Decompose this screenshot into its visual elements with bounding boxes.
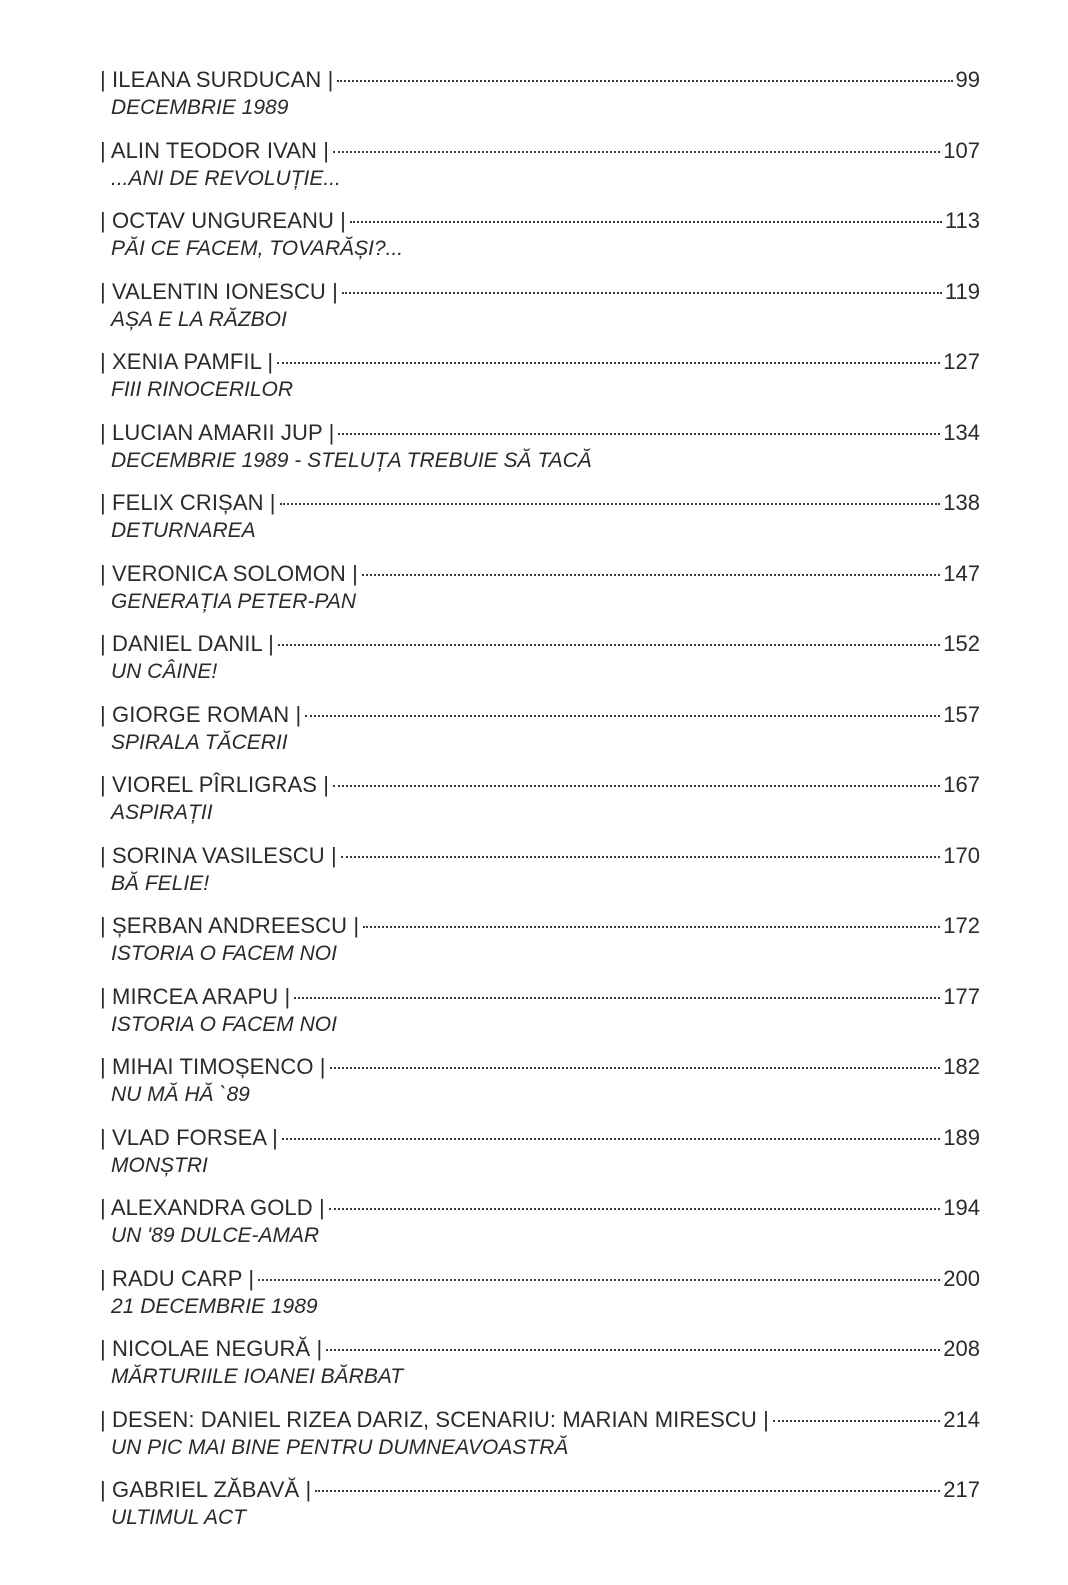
- entry-page-number: 127: [943, 349, 980, 374]
- toc-entry[interactable]: [100, 348, 980, 419]
- entry-line: [100, 66, 980, 94]
- entry-author: | MIRCEA ARAPU |: [100, 983, 291, 1009]
- entry-title: SPIRALA TĂCERII: [111, 730, 288, 754]
- dot-leader: [278, 644, 940, 646]
- entry-line: [100, 1053, 980, 1081]
- dot-leader: [329, 1208, 941, 1210]
- entry-page-number: 182: [943, 1054, 980, 1079]
- entry-title: 21 DECEMBRIE 1989: [111, 1294, 318, 1318]
- entry-line: [100, 1265, 980, 1293]
- dot-leader: [315, 1490, 940, 1492]
- toc-entry[interactable]: [100, 701, 980, 772]
- entry-line: [100, 1476, 980, 1504]
- dot-leader: [280, 503, 941, 505]
- entry-line: [100, 489, 980, 517]
- entry-title: DECEMBRIE 1989: [111, 96, 289, 119]
- entry-author: | MIHAI TIMOȘENCO |: [100, 1054, 326, 1079]
- entry-title: DETURNAREA: [111, 519, 256, 542]
- entry-page-number: 200: [943, 1265, 980, 1291]
- entry-page-number: 194: [943, 1195, 980, 1220]
- entry-author: | FELIX CRIȘAN |: [100, 490, 276, 515]
- toc-entry[interactable]: [100, 1053, 980, 1124]
- toc-entry[interactable]: [100, 1194, 980, 1265]
- toc-entry[interactable]: [100, 1265, 980, 1336]
- entry-title: PĂI CE FACEM, TOVARĂȘI?...: [111, 237, 404, 260]
- entry-page-number: 189: [943, 1124, 980, 1150]
- entry-author: | SORINA VASILESCU |: [100, 842, 337, 868]
- entry-line: [100, 701, 980, 729]
- entry-line: [100, 1194, 980, 1222]
- entry-author: | VIOREL PÎRLIGRAS |: [100, 772, 330, 797]
- entry-author: | ALEXANDRA GOLD |: [100, 1195, 325, 1220]
- entry-author: | GIORGE ROMAN |: [100, 701, 302, 727]
- entry-author: | ILEANA SURDUCAN |: [100, 67, 334, 92]
- entry-author: | NICOLAE NEGURĂ |: [100, 1336, 323, 1361]
- dot-leader: [363, 926, 940, 928]
- toc-entry[interactable]: [100, 983, 980, 1054]
- dot-leader: [258, 1279, 940, 1281]
- dot-leader: [277, 362, 940, 364]
- dot-leader: [337, 80, 952, 82]
- entry-page-number: 172: [943, 913, 980, 938]
- dot-leader: [338, 433, 940, 435]
- entry-author: | DANIEL DANIL |: [100, 631, 275, 656]
- dot-leader: [773, 1420, 940, 1422]
- entry-author: | GABRIEL ZĂBAVĂ |: [100, 1477, 312, 1502]
- entry-author: | VALENTIN IONESCU |: [100, 278, 338, 304]
- dot-leader: [342, 292, 942, 294]
- entry-page-number: 99: [955, 67, 980, 92]
- dot-leader: [350, 221, 942, 223]
- dot-leader: [333, 151, 940, 153]
- entry-page-number: 152: [943, 631, 980, 656]
- entry-title: UN CÂINE!: [111, 660, 218, 683]
- entry-page-number: 107: [943, 137, 980, 163]
- entry-line: [100, 842, 980, 870]
- entry-author: | XENIA PAMFIL |: [100, 349, 274, 374]
- entry-page-number: 119: [944, 278, 980, 304]
- toc-entry[interactable]: [100, 842, 980, 913]
- entry-title: ASPIRAȚII: [111, 801, 213, 824]
- entry-author: | ȘERBAN ANDREESCU |: [100, 913, 360, 938]
- entry-page-number: 217: [943, 1477, 980, 1502]
- toc-entry[interactable]: [100, 771, 980, 842]
- entry-title: FIII RINOCERILOR: [111, 378, 294, 401]
- toc-entry[interactable]: [100, 137, 980, 208]
- dot-leader: [305, 715, 940, 717]
- dot-leader: [333, 785, 940, 787]
- entry-title: DECEMBRIE 1989 - STELUȚA TREBUIE SĂ TACĂ: [111, 448, 592, 472]
- entry-title: UN '89 DULCE-AMAR: [111, 1224, 320, 1247]
- toc-entry[interactable]: [100, 560, 980, 631]
- entry-line: [100, 630, 980, 658]
- table-of-contents: [100, 66, 980, 1547]
- entry-line: [100, 348, 980, 376]
- entry-line: [100, 1335, 980, 1363]
- entry-line: [100, 771, 980, 799]
- entry-line: [100, 1124, 980, 1152]
- entry-author: | OCTAV UNGUREANU |: [100, 208, 346, 233]
- entry-title: GENERAȚIA PETER-PAN: [111, 589, 357, 613]
- entry-author: | DESEN: DANIEL RIZEA DARIZ, SCENARIU: MARIAN MIRESCU |: [100, 1406, 769, 1432]
- entry-title: ISTORIA O FACEM NOI: [111, 1012, 337, 1036]
- toc-entry[interactable]: [100, 1124, 980, 1195]
- entry-page-number: 170: [943, 842, 980, 868]
- entry-title: NU MĂ HĂ `89: [111, 1083, 250, 1106]
- entry-page-number: 134: [943, 419, 980, 445]
- entry-page-number: 147: [943, 560, 980, 586]
- toc-entry[interactable]: [100, 912, 980, 983]
- entry-author: | LUCIAN AMARII JUP |: [100, 419, 335, 445]
- dot-leader: [294, 997, 940, 999]
- toc-entry[interactable]: [100, 1476, 980, 1547]
- entry-line: [100, 560, 980, 588]
- entry-line: [100, 207, 980, 235]
- entry-title: ISTORIA O FACEM NOI: [111, 942, 337, 965]
- dot-leader: [341, 856, 941, 858]
- toc-entry[interactable]: [100, 630, 980, 701]
- entry-line: [100, 983, 980, 1011]
- entry-page-number: 177: [943, 983, 980, 1009]
- entry-page-number: 208: [943, 1336, 980, 1361]
- toc-entry[interactable]: [100, 489, 980, 560]
- dot-leader: [326, 1349, 940, 1351]
- dot-leader: [330, 1067, 941, 1069]
- entry-author: | RADU CARP |: [100, 1265, 255, 1291]
- entry-page-number: 157: [943, 701, 980, 727]
- entry-line: [100, 419, 980, 447]
- entry-author: | VLAD FORSEA |: [100, 1124, 278, 1150]
- entry-title: UN PIC MAI BINE PENTRU DUMNEAVOASTRĂ: [111, 1435, 569, 1459]
- toc-entry[interactable]: [100, 66, 980, 137]
- dot-leader: [362, 574, 940, 576]
- entry-author: | ALIN TEODOR IVAN |: [100, 137, 330, 163]
- entry-title: MĂRTURIILE IOANEI BĂRBAT: [111, 1365, 404, 1388]
- dot-leader: [282, 1138, 940, 1140]
- entry-line: [100, 278, 980, 306]
- entry-page-number: 167: [943, 772, 980, 797]
- toc-entry[interactable]: [100, 1406, 980, 1477]
- toc-entry[interactable]: [100, 207, 980, 278]
- entry-page-number: 113: [944, 208, 980, 233]
- entry-title: MONȘTRI: [111, 1153, 208, 1177]
- entry-line: [100, 912, 980, 940]
- entry-title: AȘA E LA RĂZBOI: [111, 307, 287, 331]
- entry-author: | VERONICA SOLOMON |: [100, 560, 358, 586]
- toc-entry[interactable]: [100, 419, 980, 490]
- entry-title: ...ANI DE REVOLUȚIE...: [111, 166, 341, 190]
- toc-entry[interactable]: [100, 278, 980, 349]
- entry-line: [100, 1406, 980, 1434]
- toc-entry[interactable]: [100, 1335, 980, 1406]
- entry-title: BĂ FELIE!: [111, 871, 210, 895]
- entry-page-number: 214: [943, 1406, 980, 1432]
- entry-page-number: 138: [943, 490, 980, 515]
- entry-line: [100, 137, 980, 165]
- entry-title: ULTIMUL ACT: [111, 1506, 246, 1529]
